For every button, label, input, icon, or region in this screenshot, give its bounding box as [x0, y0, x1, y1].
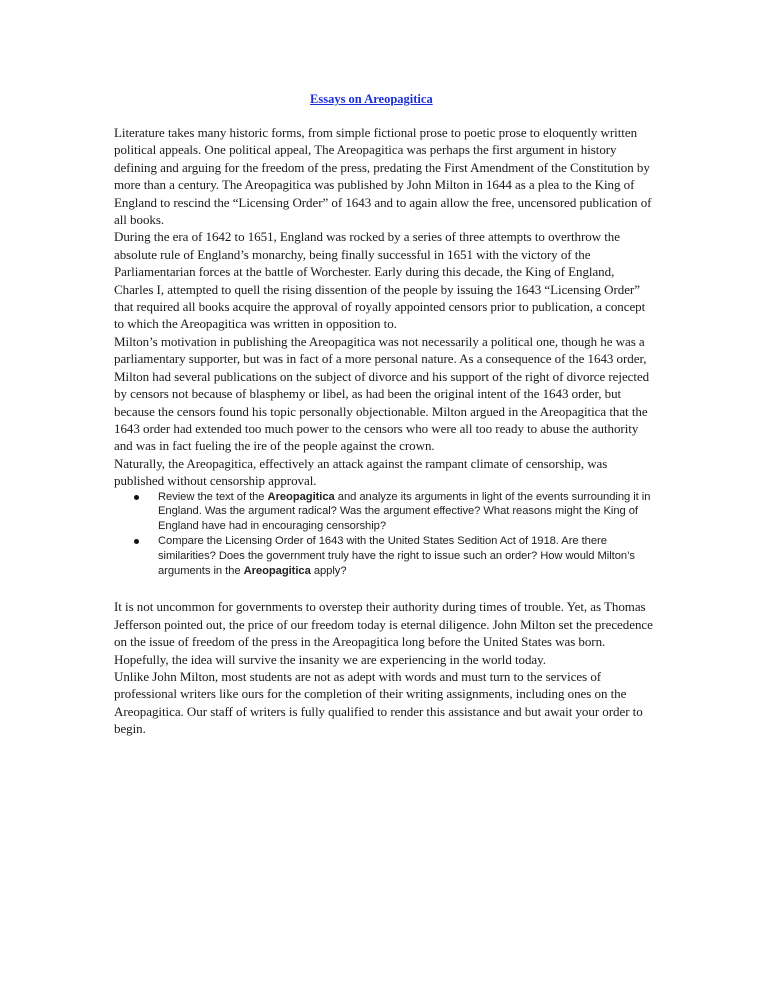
document-title-link[interactable]: Essays on Areopagitica — [310, 92, 433, 106]
bullet-item-compare — [158, 534, 656, 578]
bullet-text-after: apply? — [310, 564, 347, 577]
bullet-bold-term: Areopagitica — [243, 564, 311, 577]
bullet-text-before: Compare the Licensing Order of 1643 with the United States Sedition Act of 1918. Are there similarities? Does the government truly have the right to issue such an order? How would Milton’s arguments in the — [158, 534, 635, 577]
paragraph-motivation: Milton’s motivation in publishing the Areopagitica was not necessarily a political one, though he was a parliamentary supporter, but was in fact of a more personal nature. As a consequence of the 1643 order, Milton had several publications on the subject of divorce and his support of the right of divorce rejected by censors not because of blasphemy or libel, as had been the original intent of the 1643 order, but because the censors found his topic personally objectionable. Milton argued in the Areopagitica that the 1643 order had extended too much power to the censors who were all too ready to abuse the authority and was in fact fueling the ire of the people against the crown. — [114, 333, 650, 454]
bullet-text-after: and analyze its arguments in light of the events surrounding it in England. Was the argument radical? Was the argument effective? What reasons might the King of England have had in encouraging censorship? — [158, 490, 651, 533]
paragraph-naturally: Naturally, the Areopagitica, effectively an attack against the rampant climate of censorship, was published without censorship approval. — [114, 455, 608, 489]
paragraph-governments: It is not uncommon for governments to overstep their authority during times of trouble. Yet, as Thomas Jefferson pointed out, the price of our freedom today is eternal diligence. John Milton set the precedence on the issue of freedom of the press in the Areopagitica long before the United States was born. Hopefully, the idea will survive the insanity we are experiencing in the world today. — [114, 599, 653, 667]
document-body — [114, 124, 656, 738]
assignment-bullet-list — [114, 490, 656, 579]
paragraph-era: During the era of 1642 to 1651, England was rocked by a series of three attempts to overthrow the absolute rule of England’s monarchy, being finally successful in 1651 with the victory of the Parliamentarian forces at the battle of Worchester. Early during this decade, the King of England, Charles I, attempted to quell the rising dissention of the people by issuing the 1643 “Licensing Order” that required all books acquire the approval of royally appointed censors prior to publication, a concept to which the Areopagitica was written in opposition to. — [114, 229, 646, 332]
bullet-text-before: Review the text of the — [158, 490, 268, 503]
paragraph-intro: Literature takes many historic forms, from simple fictional prose to poetic prose to eloquently written political appeals. One political appeal, The Areopagitica was perhaps the first argument in history defining and arguing for the freedom of the press, predating the First Amendment of the Constitution by more than a century. The Areopagitica was published by John Milton in 1644 as a plea to the King of England to rescind the “Licensing Order” of 1643 and to again allow the free, uncensored publication of all books. — [114, 125, 652, 228]
bullet-bold-term: Areopagitica — [267, 490, 335, 503]
bullet-item-review — [158, 490, 656, 534]
paragraph-services: Unlike John Milton, most students are not as adept with words and must turn to the services of professional writers like ours for the completion of their writing assignments, including ones on the Areopagitica. Our staff of writers is fully qualified to render this assistance and but await your order to begin. — [114, 668, 643, 737]
paragraph-spacer — [114, 578, 656, 598]
